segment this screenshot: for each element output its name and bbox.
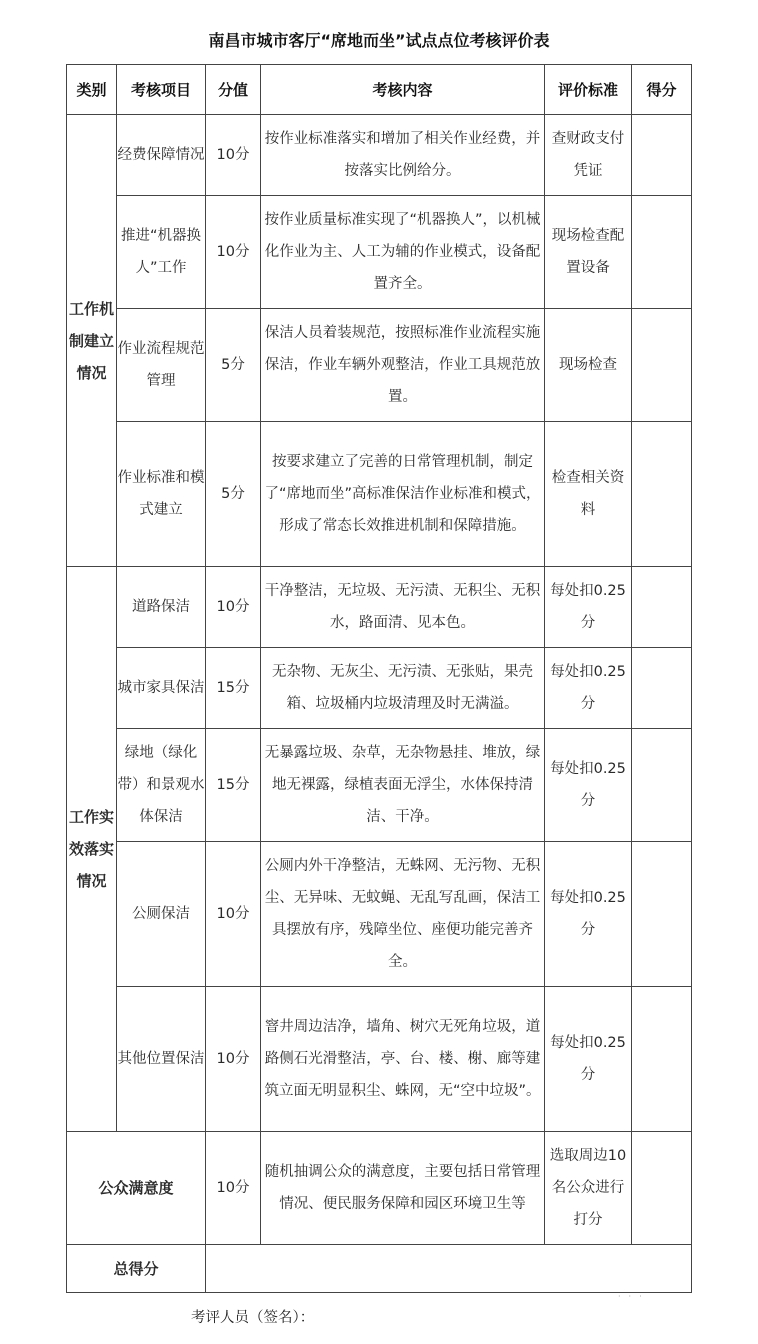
header-content: 考核内容	[261, 65, 545, 115]
points-cell: 10分	[206, 987, 261, 1132]
header-points: 分值	[206, 65, 261, 115]
points-cell: 10分	[206, 115, 261, 196]
reviewer-signature-label: 考评人员（签名）：	[191, 1310, 315, 1326]
score-cell[interactable]	[632, 115, 692, 196]
standard-cell: 现场检查配置设备	[545, 196, 632, 309]
content-cell: 公厕内外干净整洁，无蛛网、无污物、无积尘、无异味、无蚊蝇、无乱写乱画，保洁工具摆放有序，残障坐位、座便功能完善齐全。	[261, 842, 545, 987]
content-cell: 无暴露垃圾、杂草，无杂物悬挂、堆放，绿地无裸露，绿植表面无浮尘，水体保持清洁、干净。	[261, 729, 545, 842]
total-row	[67, 1245, 692, 1293]
item-cell: 公厕保洁	[117, 842, 206, 987]
total-label: 总得分	[67, 1245, 206, 1293]
standard-cell: 每处扣0.25分	[545, 987, 632, 1132]
content-cell: 干净整洁，无垃圾、无污渍、无积尘、无积水，路面清、见本色。	[261, 567, 545, 648]
points-cell: 10分	[206, 196, 261, 309]
points-cell: 15分	[206, 648, 261, 729]
item-cell: 作业流程规范管理	[117, 309, 206, 422]
item-cell: 绿地（绿化带）和景观水体保洁	[117, 729, 206, 842]
standard-cell: 每处扣0.25分	[545, 729, 632, 842]
header-category: 类别	[67, 65, 117, 115]
score-cell[interactable]	[632, 987, 692, 1132]
decorative-dots: ···	[618, 1292, 650, 1301]
content-cell: 保洁人员着装规范，按照标准作业流程实施保洁，作业车辆外观整洁，作业工具规范放置。	[261, 309, 545, 422]
evaluation-table	[66, 64, 692, 1293]
content-cell: 按作业标准落实和增加了相关作业经费，并按落实比例给分。	[261, 115, 545, 196]
standard-cell: 每处扣0.25分	[545, 648, 632, 729]
content-cell: 按作业质量标准实现了“机器换人”，以机械化作业为主、人工为辅的作业模式，设备配置齐全。	[261, 196, 545, 309]
standard-cell: 现场检查	[545, 309, 632, 422]
document-title: 南昌市城市客厅“席地而坐”试点点位考核评价表	[208, 31, 550, 50]
item-cell: 作业标准和模式建立	[117, 422, 206, 567]
points-cell: 10分	[206, 842, 261, 987]
content-cell: 按要求建立了完善的日常管理机制，制定了“席地而坐”高标准保洁作业标准和模式，形成了常态长效推进机制和保障措施。	[261, 422, 545, 567]
standard-cell: 检查相关资料	[545, 422, 632, 567]
total-value-cell[interactable]	[206, 1245, 692, 1293]
score-cell[interactable]	[632, 309, 692, 422]
item-cell: 经费保障情况	[117, 115, 206, 196]
table-row	[67, 842, 692, 987]
points-cell: 10分	[206, 567, 261, 648]
score-cell[interactable]	[632, 648, 692, 729]
score-cell[interactable]	[632, 422, 692, 567]
content-cell: 无杂物、无灰尘、无污渍、无张贴，果壳箱、垃圾桶内垃圾清理及时无满溢。	[261, 648, 545, 729]
table-row	[67, 422, 692, 567]
standard-cell: 每处扣0.25分	[545, 567, 632, 648]
table-row	[67, 987, 692, 1132]
points-cell: 5分	[206, 422, 261, 567]
score-cell[interactable]	[632, 567, 692, 648]
header-row	[67, 65, 692, 115]
table-row	[67, 648, 692, 729]
points-cell: 5分	[206, 309, 261, 422]
header-score: 得分	[632, 65, 692, 115]
content-cell: 窨井周边洁净，墙角、树穴无死角垃圾，道路侧石光滑整洁，亭、台、楼、榭、廊等建筑立面无明显积尘、蛛网，无“空中垃圾”。	[261, 987, 545, 1132]
header-item: 考核项目	[117, 65, 206, 115]
table-row	[67, 115, 692, 196]
category-cell: 工作机制建立情况	[67, 115, 117, 567]
content-cell: 随机抽调公众的满意度，主要包括日常管理情况、便民服务保障和园区环境卫生等	[261, 1132, 545, 1245]
standard-cell: 每处扣0.25分	[545, 842, 632, 987]
table-row	[67, 309, 692, 422]
item-cell: 道路保洁	[117, 567, 206, 648]
item-cell: 其他位置保洁	[117, 987, 206, 1132]
score-cell[interactable]	[632, 1132, 692, 1245]
score-cell[interactable]	[632, 729, 692, 842]
score-cell[interactable]	[632, 842, 692, 987]
table-row	[67, 567, 692, 648]
public-satisfaction-label: 公众满意度	[67, 1132, 206, 1245]
category-cell: 工作实效落实情况	[67, 567, 117, 1132]
item-cell: 城市家具保洁	[117, 648, 206, 729]
public-satisfaction-row	[67, 1132, 692, 1245]
points-cell: 10分	[206, 1132, 261, 1245]
table-row	[67, 729, 692, 842]
points-cell: 15分	[206, 729, 261, 842]
standard-cell: 查财政支付凭证	[545, 115, 632, 196]
header-standard: 评价标准	[545, 65, 632, 115]
table-row	[67, 196, 692, 309]
score-cell[interactable]	[632, 196, 692, 309]
item-cell: 推进“机器换人”工作	[117, 196, 206, 309]
standard-cell: 选取周边10名公众进行打分	[545, 1132, 632, 1245]
